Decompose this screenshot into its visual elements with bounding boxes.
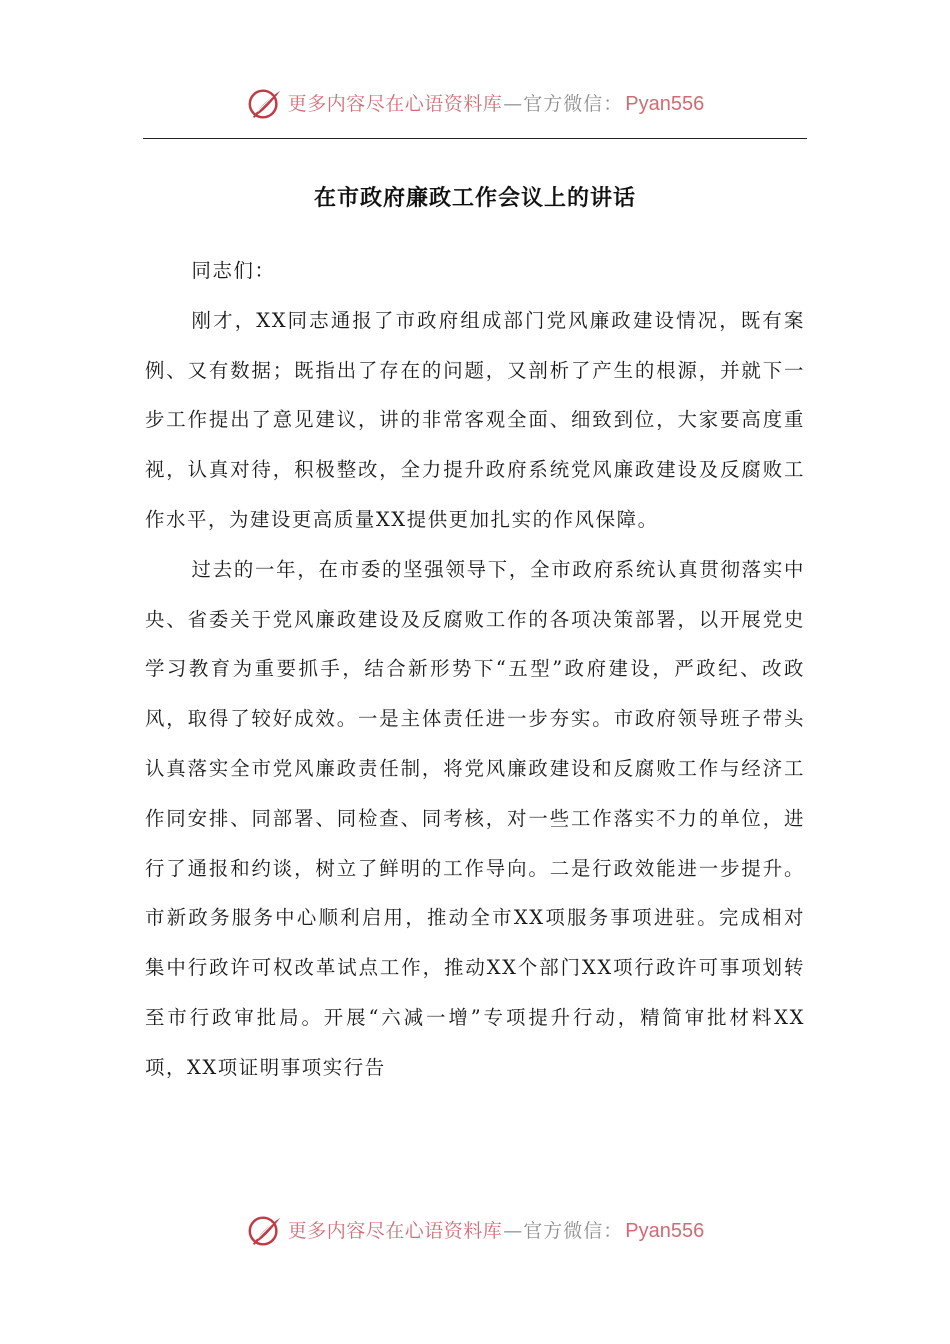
paragraph-2: 过去的一年，在市委的坚强领导下，全市政府系统认真贯彻落实中央、省委关于党风廉政建设及反腐败工作的各项决策部署，以开展党史学习教育为重要抓手，结合新形势下“五型”政府建设，严政纪、改政风，取得了较好成效。一是主体责任进一步夯实。市政府领导班子带头认真落实全市党风廉政责任制，将党风廉政建设和反腐败工作与经济工作同安排、同部署、同检查、同考核，对一些工作落实不力的单位，进行了通报和约谈，树立了鲜明的工作导向。二是行政效能进一步提升。市新政务服务中心顺利启用，推动全市XX项服务事项进驻。完成相对集中行政许可权改革试点工作，推动XX个部门XX项行政许可事项划转至市行政审批局。开展“六减一增”专项提升行动，精简审批材料XX项，XX项证明事项实行告 [145, 557, 805, 1079]
brand-line [288, 84, 705, 124]
brand-separator: — [503, 1220, 523, 1242]
brand-line [288, 1211, 705, 1251]
brand-wechat-id: Pyan556 [625, 93, 705, 115]
document-title: 在市政府廉政工作会议上的讲话 [313, 185, 636, 211]
quill-logo-icon [246, 1212, 284, 1250]
brand-wechat-id: Pyan556 [625, 1220, 705, 1242]
footer-watermark [0, 1211, 950, 1251]
header-divider [143, 138, 807, 139]
paragraph-1: 刚才，XX同志通报了市政府组成部门党风廉政建设情况，既有案例、又有数据；既指出了存在的问题，又剖析了产生的根源，并就下一步工作提出了意见建议，讲的非常客观全面、细致到位，大家要高度重视，认真对待，积极整改，全力提升政府系统党风廉政建设及反腐败工作水平，为建设更高质量XX提供更加扎实的作风保障。 [145, 308, 805, 531]
salutation: 同志们： [191, 259, 276, 282]
quill-logo-icon [246, 85, 284, 123]
header-watermark [0, 84, 950, 124]
brand-site-text: 更多内容尽在心语资料库 [287, 93, 503, 115]
brand-wechat-label: 官方微信： [523, 1220, 624, 1242]
brand-site-text: 更多内容尽在心语资料库 [287, 1220, 503, 1242]
document-body [145, 246, 805, 1093]
brand-wechat-label: 官方微信： [523, 93, 624, 115]
brand-separator: — [503, 93, 523, 115]
